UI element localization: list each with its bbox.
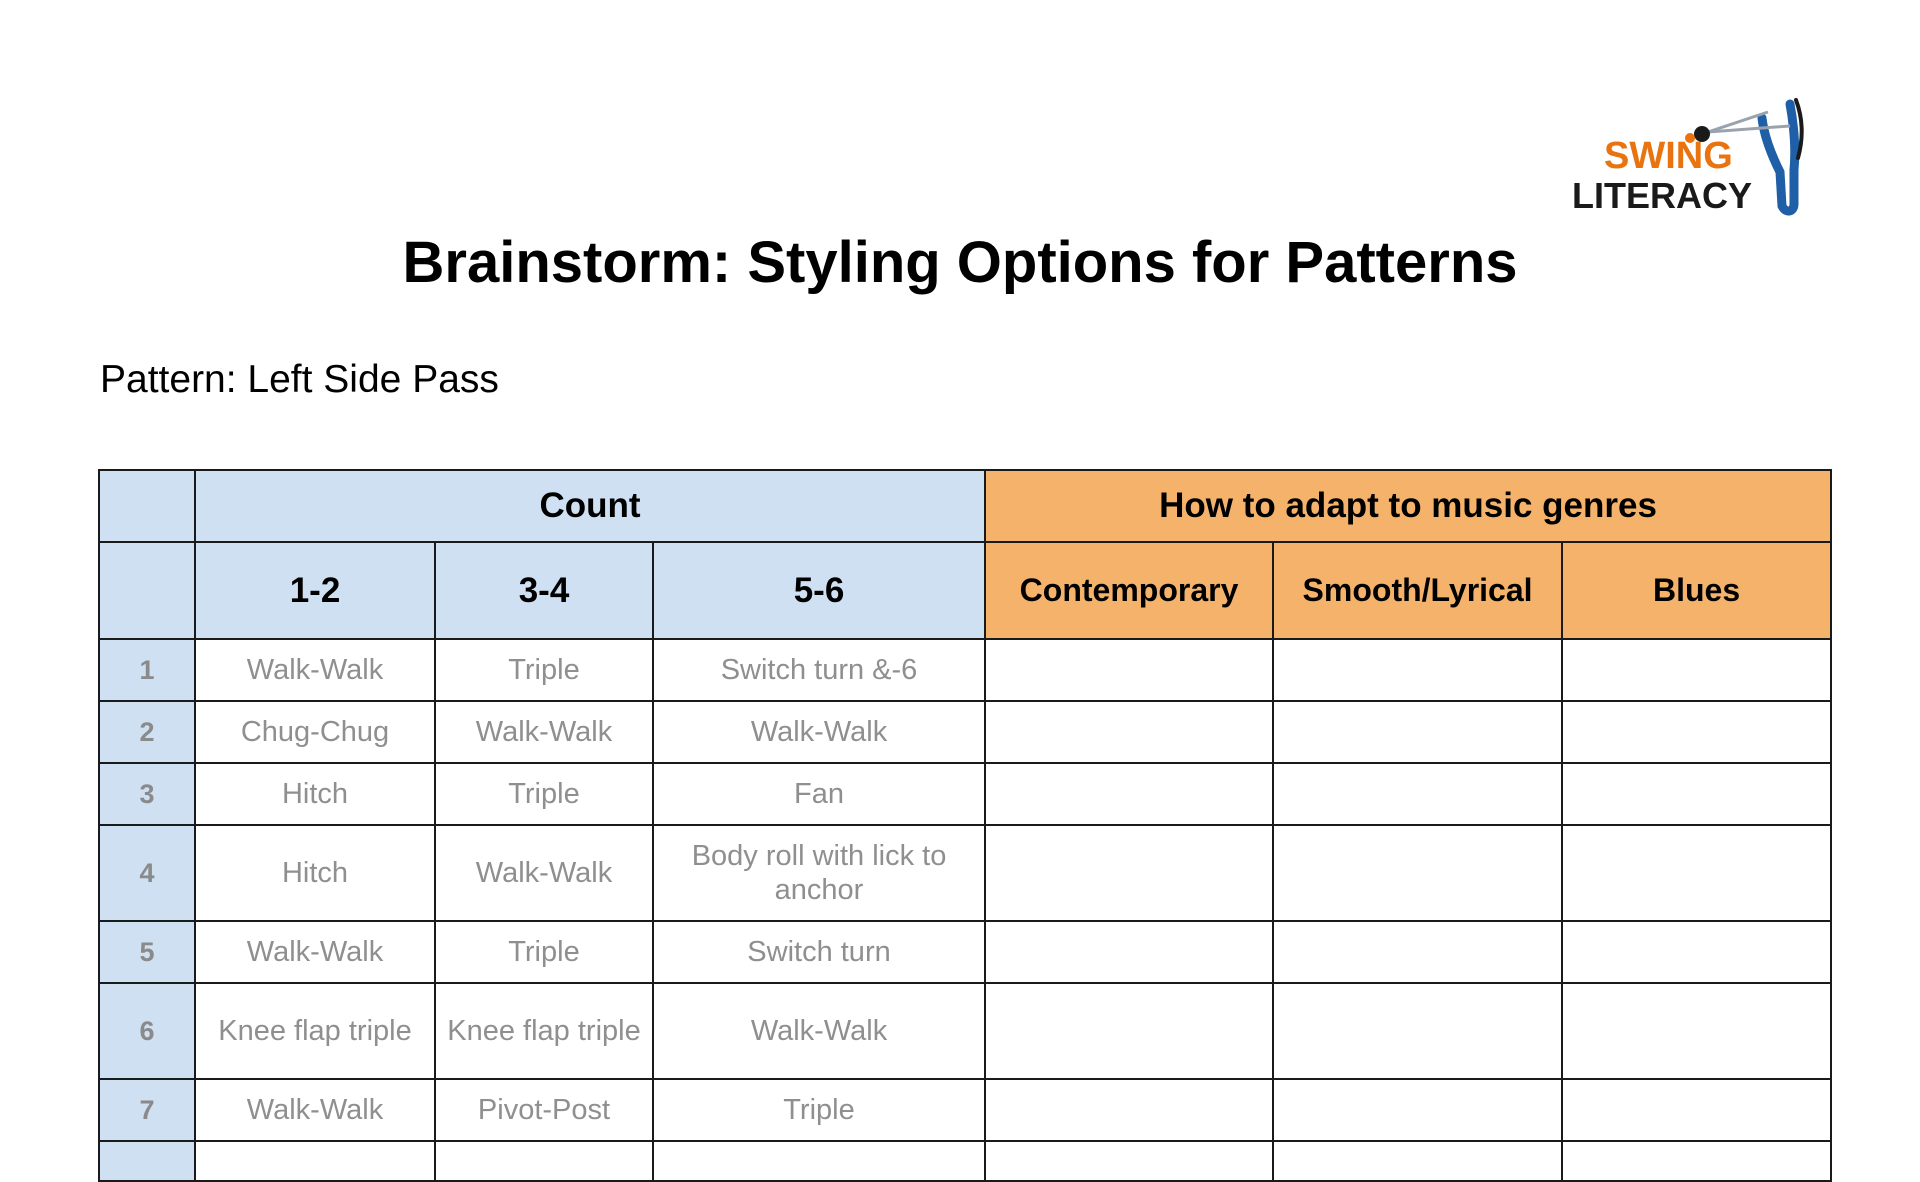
corner-cell [99, 470, 195, 542]
cell-blues [1562, 921, 1831, 983]
cell-smooth-lyrical [1273, 825, 1562, 921]
cell-contemporary [985, 1141, 1273, 1181]
cell-smooth-lyrical [1273, 701, 1562, 763]
cell-count-3-4: Triple [435, 763, 653, 825]
count-column-5-6: 5-6 [653, 542, 985, 639]
cell-count-1-2: Chug-Chug [195, 701, 435, 763]
cell-blues [1562, 825, 1831, 921]
cell-contemporary [985, 701, 1273, 763]
row-number: 1 [99, 639, 195, 701]
cell-smooth-lyrical [1273, 639, 1562, 701]
table-row-partial [99, 1141, 1831, 1181]
cell-blues [1562, 763, 1831, 825]
cell-contemporary [985, 1079, 1273, 1141]
table-row [99, 921, 1831, 983]
table-row [99, 1079, 1831, 1141]
cell-count-5-6 [653, 1141, 985, 1181]
table-row [99, 825, 1831, 921]
row-number: 6 [99, 983, 195, 1079]
table-row [99, 701, 1831, 763]
row-number: 3 [99, 763, 195, 825]
page-title: Brainstorm: Styling Options for Patterns [402, 230, 1518, 295]
row-number: 4 [99, 825, 195, 921]
cell-smooth-lyrical [1273, 1079, 1562, 1141]
genres-header: How to adapt to music genres [985, 470, 1831, 542]
cell-count-1-2: Hitch [195, 825, 435, 921]
cell-count-5-6: Triple [653, 1079, 985, 1141]
count-column-1-2: 1-2 [195, 542, 435, 639]
cell-blues [1562, 983, 1831, 1079]
cell-count-1-2: Knee flap triple [195, 983, 435, 1079]
cell-blues [1562, 1141, 1831, 1181]
header-row-columns [99, 542, 1831, 639]
cell-count-1-2: Walk-Walk [195, 639, 435, 701]
cell-smooth-lyrical [1273, 983, 1562, 1079]
cell-blues [1562, 1079, 1831, 1141]
cell-contemporary [985, 639, 1273, 701]
pattern-label: Pattern: Left Side Pass [100, 358, 499, 401]
table-row [99, 639, 1831, 701]
styling-options-table [98, 469, 1832, 1182]
row-number: 2 [99, 701, 195, 763]
cell-count-3-4 [435, 1141, 653, 1181]
cell-smooth-lyrical [1273, 1141, 1562, 1181]
count-header: Count [195, 470, 985, 542]
cell-count-1-2: Walk-Walk [195, 1079, 435, 1141]
row-number: 5 [99, 921, 195, 983]
cell-count-5-6: Switch turn [653, 921, 985, 983]
row-number [99, 1141, 195, 1181]
cell-count-3-4: Knee flap triple [435, 983, 653, 1079]
count-column-3-4: 3-4 [435, 542, 653, 639]
cell-count-5-6: Walk-Walk [653, 983, 985, 1079]
logo-bottom-word: LITERACY [1572, 175, 1752, 216]
cell-contemporary [985, 983, 1273, 1079]
index-header-cell [99, 542, 195, 639]
cell-count-3-4: Walk-Walk [435, 701, 653, 763]
cell-count-5-6: Switch turn &-6 [653, 639, 985, 701]
cell-count-5-6: Body roll with lick to anchor [653, 825, 985, 921]
table-row [99, 983, 1831, 1079]
genre-column-blues: Blues [1562, 542, 1831, 639]
cell-blues [1562, 639, 1831, 701]
cell-smooth-lyrical [1273, 763, 1562, 825]
cell-count-3-4: Pivot-Post [435, 1079, 653, 1141]
cell-smooth-lyrical [1273, 921, 1562, 983]
cell-count-3-4: Triple [435, 921, 653, 983]
cell-blues [1562, 701, 1831, 763]
logo-top-word: SWING [1604, 135, 1733, 177]
cell-count-1-2: Hitch [195, 763, 435, 825]
cell-contemporary [985, 763, 1273, 825]
header-row-groups [99, 470, 1831, 542]
table-row [99, 763, 1831, 825]
cell-count-3-4: Triple [435, 639, 653, 701]
cell-count-5-6: Fan [653, 763, 985, 825]
cell-count-5-6: Walk-Walk [653, 701, 985, 763]
cell-contemporary [985, 921, 1273, 983]
cell-contemporary [985, 825, 1273, 921]
swing-literacy-logo [1568, 96, 1820, 220]
row-number: 7 [99, 1079, 195, 1141]
genre-column-smooth-lyrical: Smooth/Lyrical [1273, 542, 1562, 639]
cell-count-3-4: Walk-Walk [435, 825, 653, 921]
cell-count-1-2: Walk-Walk [195, 921, 435, 983]
genre-column-contemporary: Contemporary [985, 542, 1273, 639]
cell-count-1-2 [195, 1141, 435, 1181]
